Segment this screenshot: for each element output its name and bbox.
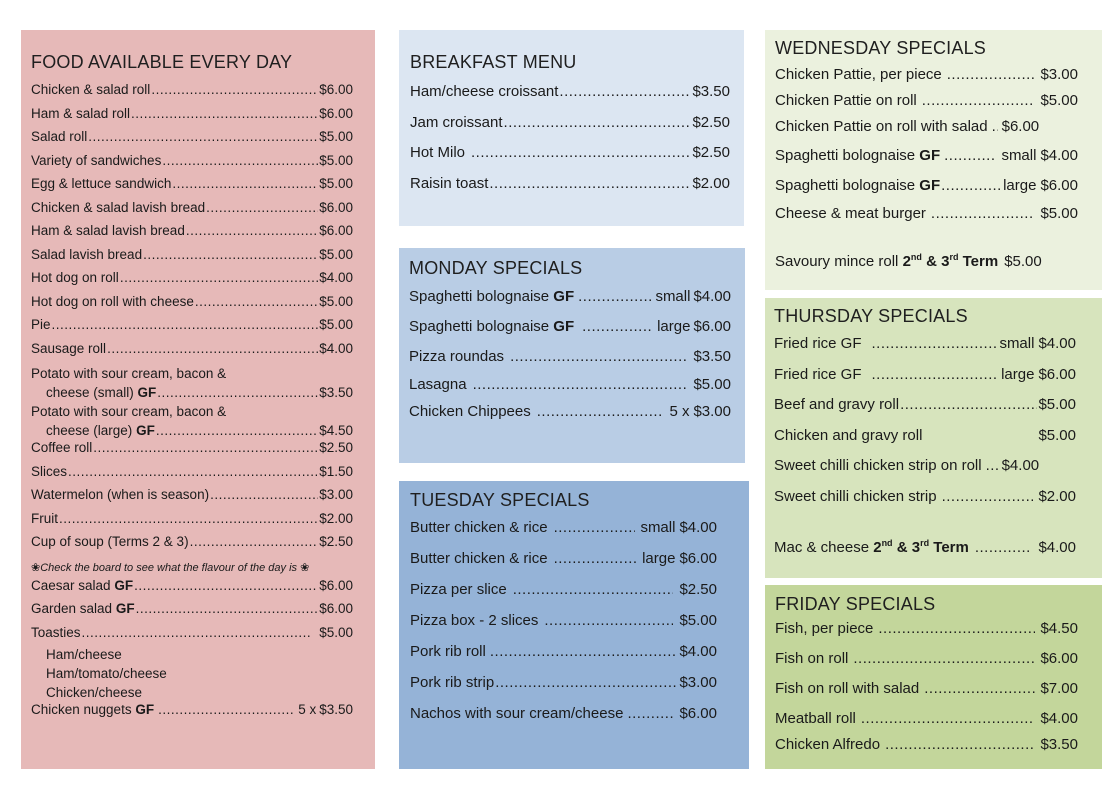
menu-item-line: Potato with sour cream, bacon &	[31, 404, 227, 419]
menu-item: Chicken nuggets GF ..... 5 x $3.50	[31, 702, 353, 726]
menu-item: Pizza roundas ..... $3.50	[409, 348, 731, 376]
menu-item: cheese (small) GF ..... $3.50	[31, 383, 353, 402]
menu-item: Jam croissant ..... $2.50	[410, 114, 730, 145]
menu-item: Meatball roll ..... $4.00	[775, 710, 1078, 736]
menu-item: Variety of sandwiches ..... $5.00	[31, 153, 353, 177]
menu-item-line: Potato with sour cream, bacon &	[31, 366, 227, 381]
menu-item: Nachos with sour cream/cheese ..... $6.00	[410, 705, 717, 736]
menu-item: Toasties ..... $5.00	[31, 625, 353, 645]
menu-item: Chicken Pattie, per piece ..... $3.00	[775, 66, 1078, 92]
menu-item: Egg & lettuce sandwich ..... $5.00	[31, 176, 353, 200]
everyday-menu-panel	[21, 30, 375, 769]
menu-item: Chicken Pattie on roll with salad ..... $6.00	[775, 118, 1078, 147]
menu-item: Fruit ..... $2.00	[31, 511, 353, 535]
thursday-title: THURSDAY SPECIALS	[774, 306, 968, 326]
menu-item: Pizza box - 2 slices ..... $5.00	[410, 612, 717, 643]
menu-item: Spaghetti bolognaise GF ..... small $4.00	[409, 288, 731, 318]
menu-item: Raisin toast ..... $2.00	[410, 175, 730, 206]
menu-item: Fish on roll ..... $6.00	[775, 650, 1078, 680]
menu-item: Caesar salad GF ..... $6.00	[31, 578, 353, 602]
menu-item: Cheese & meat burger ..... $5.00	[775, 205, 1078, 232]
menu-item: Chicken Chippees ..... 5 x $3.00	[409, 403, 731, 431]
menu-item: Pork rib strip ..... $3.00	[410, 674, 717, 705]
menu-item: Chicken & salad roll ..... $6.00	[31, 82, 353, 106]
menu-item: Beef and gravy roll ..... $5.00	[774, 396, 1076, 427]
menu-item: Butter chicken & rice ..... large $6.00	[410, 550, 717, 581]
menu-item: Cup of soup (Terms 2 & 3) ..... $2.50	[31, 534, 353, 558]
menu-item: Slices ..... $1.50	[31, 464, 353, 488]
menu-item: Hot dog on roll with cheese ..... $5.00	[31, 294, 353, 318]
menu-item: Sausage roll ..... $4.00	[31, 341, 353, 365]
wednesday-title: WEDNESDAY SPECIALS	[775, 38, 986, 58]
menu-item: Sweet chilli chicken strip on roll ..... $4.00	[774, 457, 1076, 488]
breakfast-title: BREAKFAST MENU	[410, 52, 577, 72]
menu-item: Mac & cheese 2nd & 3rd Term ..... $4.00	[774, 539, 1076, 570]
menu-item: Sweet chilli chicken strip ..... $2.00	[774, 488, 1076, 519]
menu-item: Garden salad GF ..... $6.00	[31, 601, 353, 625]
menu-item: Ham & salad lavish bread ..... $6.00	[31, 223, 353, 247]
menu-item: Spaghetti bolognaise GF ..... small $4.00	[775, 147, 1078, 177]
menu-item: Savoury mince roll 2nd & 3rd Term $5.00	[775, 252, 1042, 270]
menu-item: Pizza per slice ..... $2.50	[410, 581, 717, 612]
wednesday-specials-panel	[765, 30, 1102, 290]
friday-specials-panel	[765, 585, 1102, 769]
menu-item: Chicken Alfredo ..... $3.50	[775, 736, 1078, 762]
menu-item: Chicken & salad lavish bread ..... $6.00	[31, 200, 353, 224]
menu-item: Chicken Pattie on roll ..... $5.00	[775, 92, 1078, 118]
menu-item: Ham & salad roll ..... $6.00	[31, 106, 353, 130]
menu-item: Hot dog on roll ..... $4.00	[31, 270, 353, 294]
everyday-title: FOOD AVAILABLE EVERY DAY	[31, 52, 293, 72]
friday-title: FRIDAY SPECIALS	[775, 594, 936, 614]
tuesday-specials-panel	[399, 481, 749, 769]
menu-item: cheese (large) GF ..... $4.50	[31, 421, 353, 440]
menu-item: Pork rib roll ..... $4.00	[410, 643, 717, 674]
menu-item: Spaghetti bolognaise GF ..... large $6.00	[409, 318, 731, 348]
breakfast-menu-panel	[399, 30, 744, 226]
toastie-option: Ham/tomato/cheese	[46, 665, 167, 681]
soup-note: ❀Check the board to see what the flavour of the day is ❀	[31, 561, 310, 574]
menu-item: Hot Milo ..... $2.50	[410, 144, 730, 175]
menu-item: Ham/cheese croissant ..... $3.50	[410, 83, 730, 114]
menu-item: Fried rice GF ..... small $4.00	[774, 335, 1076, 366]
menu-item: Lasagna ..... $5.00	[409, 376, 731, 404]
monday-title: MONDAY SPECIALS	[409, 258, 583, 278]
menu-item: Watermelon (when is season) ..... $3.00	[31, 487, 353, 511]
menu-item: Fried rice GF ..... large $6.00	[774, 366, 1076, 397]
monday-specials-panel	[399, 248, 745, 463]
menu-item: Spaghetti bolognaise GF ..... large $6.00	[775, 177, 1078, 205]
menu-item: Fish, per piece ..... $4.50	[775, 620, 1078, 650]
menu-item: Fish on roll with salad ..... $7.00	[775, 680, 1078, 710]
menu-item: Coffee roll ..... $2.50	[31, 440, 353, 464]
menu-item: Pie ..... $5.00	[31, 317, 353, 341]
toastie-option: Ham/cheese	[46, 646, 122, 662]
toastie-option: Chicken/cheese	[46, 684, 143, 700]
menu-item: Salad roll ..... $5.00	[31, 129, 353, 153]
thursday-specials-panel	[765, 298, 1102, 578]
menu-item: Salad lavish bread ..... $5.00	[31, 247, 353, 271]
menu-item: Butter chicken & rice ..... small $4.00	[410, 519, 717, 550]
menu-item: Chicken and gravy roll $5.00	[774, 426, 1076, 444]
tuesday-title: TUESDAY SPECIALS	[410, 490, 590, 510]
